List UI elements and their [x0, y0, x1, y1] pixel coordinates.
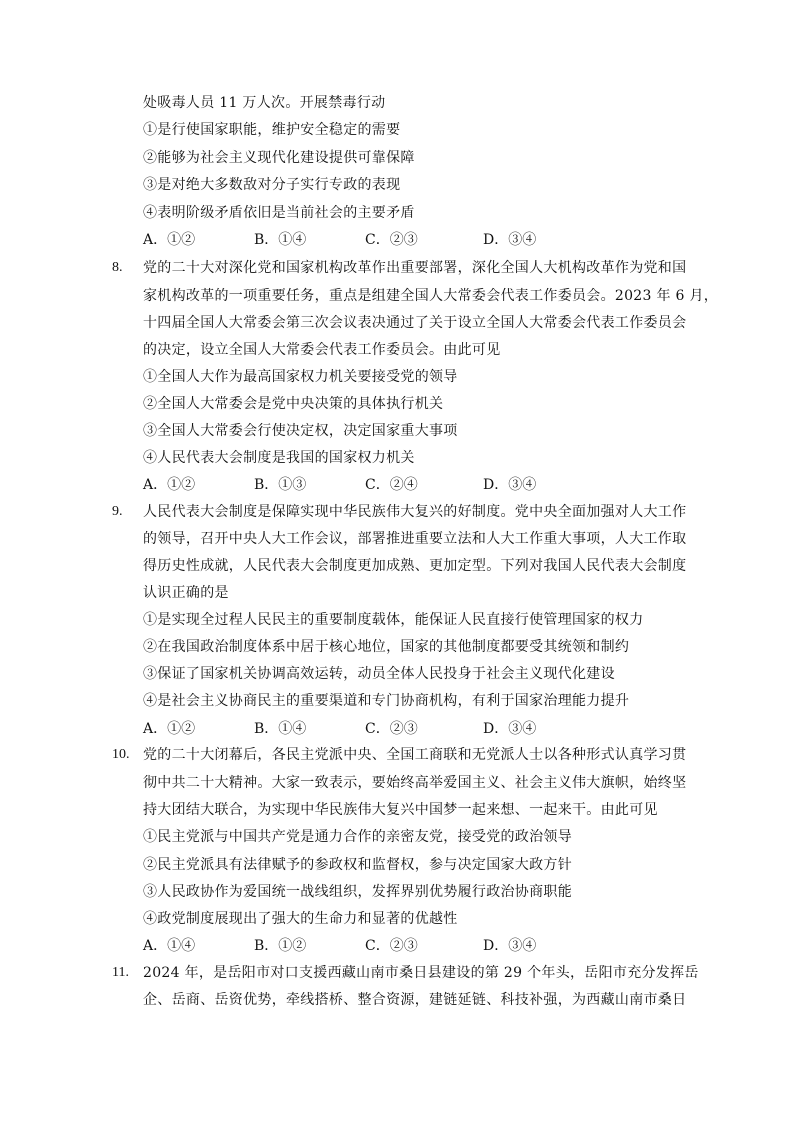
- q9-option-b: B．①④: [254, 721, 307, 737]
- q10-option-b: B．①②: [254, 938, 307, 954]
- q10-item-4: ④政党制度展现出了强大的生命力和显著的优越性: [143, 911, 458, 927]
- q9-option-a: A．①②: [143, 721, 196, 737]
- q8-stem-line-1: 党的二十大对深化党和国家机构改革作出重要部署，深化全国人大机构改革作为党和国: [143, 260, 687, 276]
- q9-stem-line-1: 人民代表大会制度是保障实现中华民族伟大复兴的好制度。党中央全面加强对人大工作: [143, 504, 687, 520]
- q7-option-b: B．①④: [254, 232, 307, 248]
- q11-stem-line-2: 企、岳商、岳资优势，牵线搭桥、整合资源，建链延链、科技补强，为西藏山南市桑日: [143, 992, 687, 1008]
- q8-stem-line-3: 十四届全国人大常委会第三次会议表决通过了关于设立全国人大常委会代表工作委员会: [143, 315, 687, 331]
- q9-item-1: ①是实现全过程人民民主的重要制度载体，能保证人民直接行使管理国家的权力: [143, 612, 644, 628]
- q7-item-4: ④表明阶级矛盾依旧是当前社会的主要矛盾: [143, 205, 415, 221]
- q10-stem-line-1: 党的二十大闭幕后，各民主党派中央、全国工商联和无党派人士以各种形式认真学习贯: [143, 747, 687, 763]
- q9-item-4: ④是社会主义协商民主的重要渠道和专门协商机构，有利于国家治理能力提升: [143, 693, 630, 709]
- q10-option-c: C．②③: [365, 938, 418, 954]
- q7-item-2: ②能够为社会主义现代化建设提供可靠保障: [143, 150, 415, 166]
- q7-item-1: ①是行使国家职能，维护安全稳定的需要: [143, 122, 401, 138]
- q10-item-3: ③人民政协作为爱国统一战线组织，发挥界别优势履行政治协商职能: [143, 884, 572, 900]
- q7-stem-line: 处吸毒人员 11 万人次。开展禁毒行动: [143, 95, 386, 111]
- q11-stem-line-1: 2024 年，是岳阳市对口支援西藏山南市桑日县建设的第 29 个年头，岳阳市充分发挥岳: [143, 965, 699, 981]
- q10-item-2: ②民主党派具有法律赋予的参政权和监督权，参与决定国家大政方针: [143, 857, 572, 873]
- q9-stem-line-2: 的领导，召开中央人大工作会议，部署推进重要立法和人大工作重大事项，人大工作取: [143, 531, 687, 547]
- q11-number: 11.: [112, 965, 129, 980]
- q8-option-b: B．①③: [254, 477, 307, 493]
- q7-option-c: C．②③: [365, 232, 418, 248]
- q10-option-d: D．③④: [483, 938, 537, 954]
- q10-item-1: ①民主党派与中国共产党是通力合作的亲密友党，接受党的政治领导: [143, 829, 572, 845]
- q7-option-d: D．③④: [483, 232, 537, 248]
- q8-option-c: C．②④: [365, 477, 418, 493]
- q7-item-3: ③是对绝大多数敌对分子实行专政的表现: [143, 177, 401, 193]
- q10-option-a: A．①④: [143, 938, 196, 954]
- q8-item-4: ④人民代表大会制度是我国的国家权力机关: [143, 450, 415, 466]
- q9-stem-line-4: 认识正确的是: [143, 585, 229, 601]
- q9-option-c: C．②③: [365, 721, 418, 737]
- q9-option-d: D．③④: [483, 721, 537, 737]
- q8-option-d: D．③④: [483, 477, 537, 493]
- q10-stem-line-3: 持大团结大联合，为实现中华民族伟大复兴中国梦一起来想、一起来干。由此可见: [143, 802, 658, 818]
- q8-number: 8.: [112, 260, 123, 275]
- q8-item-1: ①全国人大作为最高国家权力机关要接受党的领导: [143, 369, 458, 385]
- q9-stem-line-3: 得历史性成就，人民代表大会制度更加成熟、更加定型。下列对我国人民代表大会制度: [143, 558, 687, 574]
- q8-stem-line-4: 的决定，设立全国人大常委会代表工作委员会。由此可见: [143, 342, 501, 358]
- q8-item-2: ②全国人大常委会是党中央决策的具体执行机关: [143, 396, 444, 412]
- q8-item-3: ③全国人大常委会行使决定权，决定国家重大事项: [143, 423, 458, 439]
- q9-number: 9.: [112, 504, 123, 519]
- q8-option-a: A．①②: [143, 477, 196, 493]
- q9-item-3: ③保证了国家机关协调高效运转，动员全体人民投身于社会主义现代化建设: [143, 666, 615, 682]
- q7-option-a: A．①②: [143, 232, 196, 248]
- q9-item-2: ②在我国政治制度体系中居于核心地位，国家的其他制度都要受其统领和制约: [143, 639, 630, 655]
- q10-number: 10.: [112, 747, 130, 762]
- q10-stem-line-2: 彻中共二十大精神。大家一致表示，要始终高举爱国主义、社会主义伟大旗帜，始终坚: [143, 775, 687, 791]
- q8-stem-line-2: 家机构改革的一项重要任务，重点是组建全国人大常委会代表工作委员会。2023 年 6 月，: [143, 288, 719, 304]
